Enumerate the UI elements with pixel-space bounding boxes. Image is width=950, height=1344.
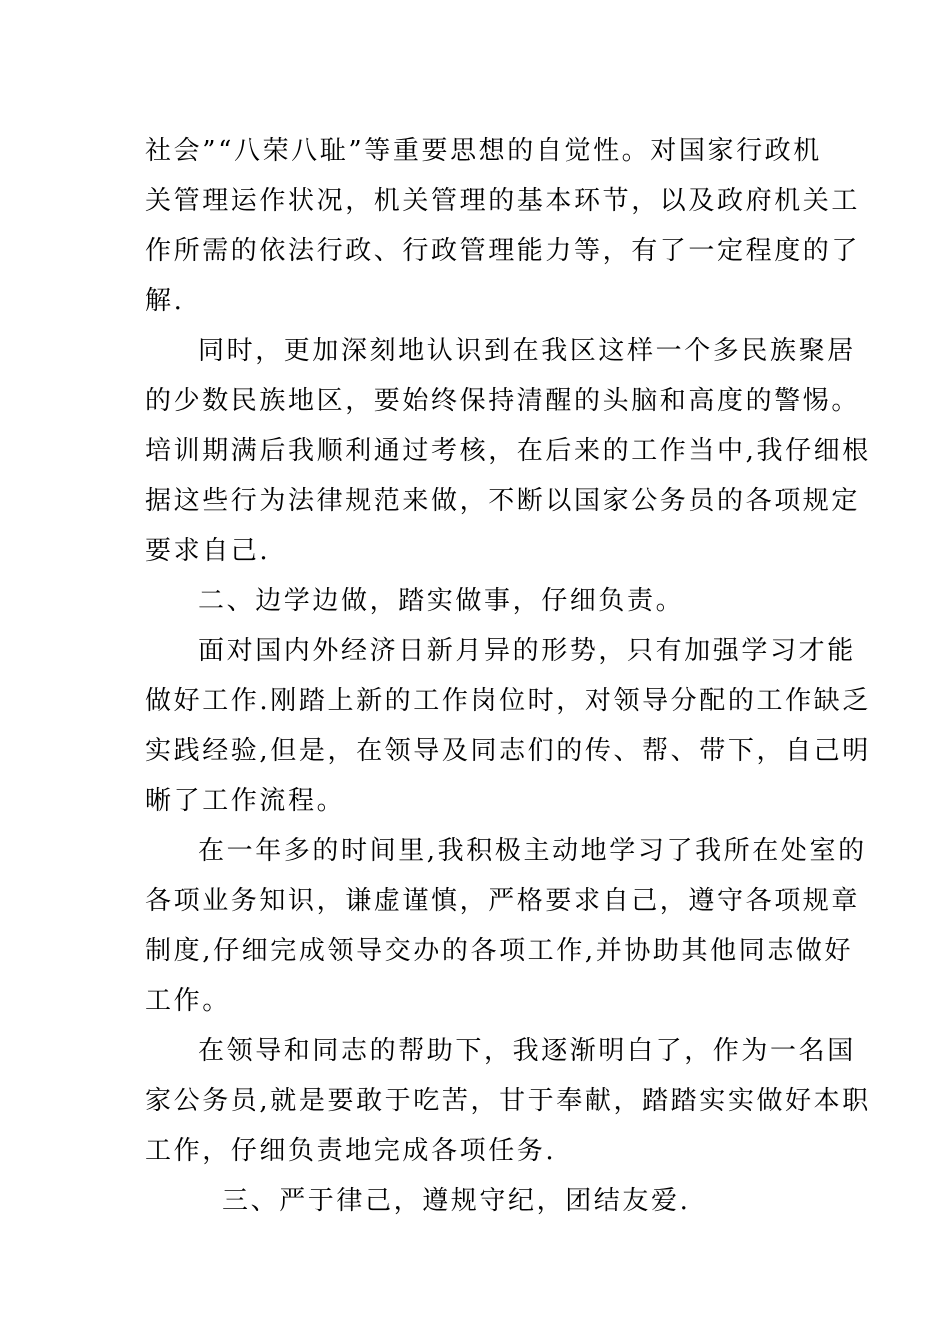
section-heading: 三、严于律己，遵规守纪，团结友爱. xyxy=(222,1186,691,1216)
paragraph-line: 关管理运作状况，机关管理的基本环节，以及政府机关工 xyxy=(145,186,861,216)
paragraph-line: 实践经验,但是，在领导及同志们的传、帮、带下，自己明 xyxy=(145,736,871,766)
paragraph-line: 在一年多的时间里,我积极主动地学习了我所在处室的 xyxy=(198,836,867,866)
paragraph-line: 培训期满后我顺利通过考核，在后来的工作当中,我仔细根 xyxy=(145,436,871,466)
paragraph-line: 做好工作.刚踏上新的工作岗位时，对领导分配的工作缺乏 xyxy=(145,686,871,716)
paragraph-line: 各项业务知识，谦虚谨慎，严格要求自己，遵守各项规章 xyxy=(145,886,861,916)
paragraph-line: 社会”“八荣八耻”等重要思想的自觉性。对国家行政机 xyxy=(145,136,822,166)
paragraph-line: 作所需的依法行政、行政管理能力等，有了一定程度的了 xyxy=(145,236,861,266)
paragraph-line: 据这些行为法律规范来做，不断以国家公务员的各项规定 xyxy=(145,486,861,516)
paragraph-line: 家公务员,就是要敢于吃苦，甘于奉献，踏踏实实做好本职 xyxy=(145,1086,871,1116)
paragraph-line: 晰了工作流程。 xyxy=(145,786,346,816)
paragraph-line: 面对国内外经济日新月异的形势，只有加强学习才能 xyxy=(198,636,856,666)
paragraph-line: 工作。 xyxy=(145,986,231,1016)
paragraph-line: 工作，仔细负责地完成各项任务. xyxy=(145,1136,557,1166)
paragraph-line: 解. xyxy=(145,286,185,316)
section-heading: 二、边学边做，踏实做事，仔细负责。 xyxy=(198,586,685,616)
paragraph-line: 要求自己. xyxy=(145,536,271,566)
paragraph-line: 的少数民族地区，要始终保持清醒的头脑和高度的警惕。 xyxy=(145,386,861,416)
paragraph-line: 制度,仔细完成领导交办的各项工作,并协助其他同志做好 xyxy=(145,936,854,966)
paragraph-line: 同时，更加深刻地认识到在我区这样一个多民族聚居 xyxy=(198,336,856,366)
paragraph-line: 在领导和同志的帮助下，我逐渐明白了，作为一名国 xyxy=(198,1036,856,1066)
